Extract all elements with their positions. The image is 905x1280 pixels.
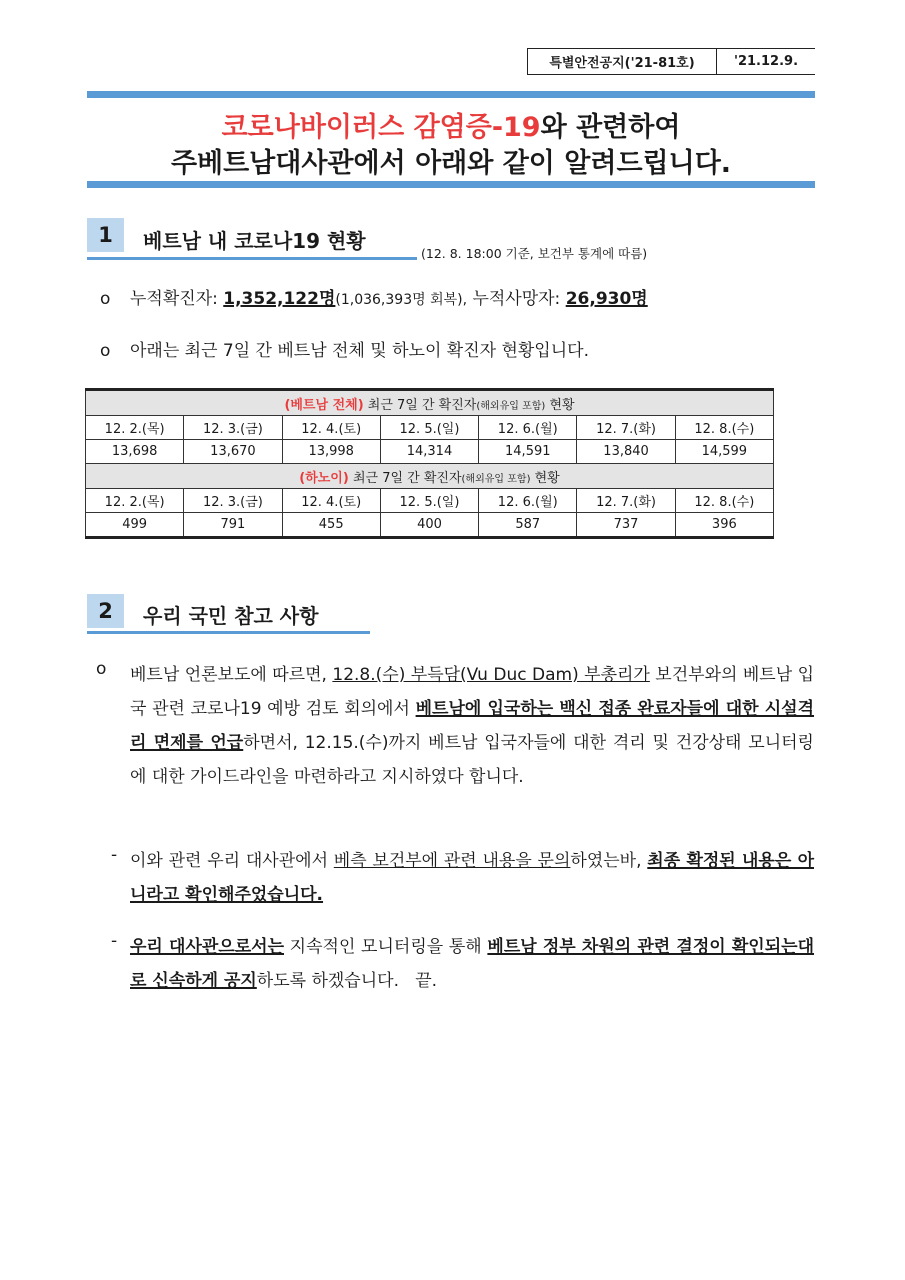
bullet-mark: o xyxy=(96,659,107,679)
table-header-cell: 12. 6.(월) xyxy=(479,489,577,513)
table-cell: 14,599 xyxy=(675,440,773,464)
table-header-cell: 12. 7.(화) xyxy=(577,416,675,440)
section2-number: 2 xyxy=(87,594,124,628)
title-rest-text: 와 관련하여 xyxy=(540,112,681,143)
table-cell: 13,840 xyxy=(577,440,675,464)
cumulative-value: 1,352,122명 xyxy=(223,289,336,309)
table-cell: 13,698 xyxy=(86,440,184,464)
bullet-mark: o xyxy=(100,289,111,309)
deaths-label: 누적사망자: xyxy=(467,289,566,309)
table-cell: 13,998 xyxy=(282,440,380,464)
page-title-line1 xyxy=(87,110,815,146)
table-header-row xyxy=(86,416,774,440)
covid-table xyxy=(85,388,774,539)
table-intro-text: 아래는 최근 7일 간 베트남 전체 및 하노이 확진자 현황입니다. xyxy=(130,341,589,361)
section1-title: 베트남 내 코로나19 현황 xyxy=(143,229,366,253)
table-header-cell: 12. 8.(수) xyxy=(675,416,773,440)
table-header-cell: 12. 5.(일) xyxy=(380,416,478,440)
table-header-cell: 12. 2.(목) xyxy=(86,416,184,440)
section2-underline xyxy=(87,631,370,634)
section2-title: 우리 국민 참고 사항 xyxy=(143,604,319,628)
cumulative-label: 누적확진자: xyxy=(130,289,224,309)
end-mark: 끝. xyxy=(415,971,438,991)
table-cell: 400 xyxy=(380,513,478,538)
table-intro xyxy=(100,338,589,364)
notice-date: '21.12.9. xyxy=(717,48,815,75)
table-cell: 396 xyxy=(675,513,773,538)
table-caption-row xyxy=(86,390,774,416)
table-value-row xyxy=(86,440,774,464)
dash-mark: - xyxy=(111,845,118,865)
table-cell: 14,314 xyxy=(380,440,478,464)
table-caption: (베트남 전체) 최근 7일 간 확진자(해외유입 포함) 현황 xyxy=(86,390,774,416)
title-bottom-bar xyxy=(87,181,815,188)
table-header-cell: 12. 8.(수) xyxy=(675,489,773,513)
table-header-cell: 12. 6.(월) xyxy=(479,416,577,440)
table-cell: 499 xyxy=(86,513,184,538)
table-header-cell: 12. 7.(화) xyxy=(577,489,675,513)
table-cell: 13,670 xyxy=(184,440,282,464)
notice-number: 특별안전공지('21-81호) xyxy=(527,48,717,75)
title-top-bar xyxy=(87,91,815,98)
section2-paragraph1: 베트남 언론보도에 따르면, 12.8.(수) 부득담(Vu Duc Dam) 부총리가 보건부와의 베트남 입국 관련 코로나19 예방 검토 회의에서 베트남에 입국하는 백신 접종 완료자들에 대한 시설격리 면제를 언급하면서, 12.15.(수)까지 베트남 입국자들에 대한 격리 및 건강상태 모니터링에 대한 가이드라인을 마련하라고 지시하였다 합니다. xyxy=(130,665,815,787)
deaths-value: 26,930명 xyxy=(565,289,648,309)
table-cell: 737 xyxy=(577,513,675,538)
table-value-row xyxy=(86,513,774,538)
section2-paragraph3: 우리 대사관으로서는 지속적인 모니터링을 통해 베트남 정부 차원의 관련 결정이 확인되는대로 신속하게 공지하도록 하겠습니다. 끝. xyxy=(130,937,814,991)
table-header-cell: 12. 5.(일) xyxy=(380,489,478,513)
cumulative-stats xyxy=(100,286,648,313)
table-header-row xyxy=(86,489,774,513)
bullet-mark: o xyxy=(100,341,111,361)
table-header-cell: 12. 2.(목) xyxy=(86,489,184,513)
table-header-cell: 12. 3.(금) xyxy=(184,489,282,513)
recovered-value: (1,036,393명 회복), xyxy=(335,292,468,308)
table-header-cell: 12. 4.(토) xyxy=(282,416,380,440)
table-header-cell: 12. 4.(토) xyxy=(282,489,380,513)
table-cell: 455 xyxy=(282,513,380,538)
notice-header xyxy=(527,48,815,75)
page-title-line2: 주베트남대사관에서 아래와 같이 알려드립니다. xyxy=(170,148,732,179)
dash-mark: - xyxy=(111,931,118,951)
table-header-cell: 12. 3.(금) xyxy=(184,416,282,440)
table-cell: 791 xyxy=(184,513,282,538)
table-cell: 14,591 xyxy=(479,440,577,464)
table-cell: 587 xyxy=(479,513,577,538)
section2-paragraph2: 이와 관련 우리 대사관에서 베측 보건부에 관련 내용을 문의하였는바, 최종 확정된 내용은 아니라고 확인해주었습니다. xyxy=(130,851,814,905)
table-caption: (하노이) 최근 7일 간 확진자(해외유입 포함) 현황 xyxy=(86,464,774,489)
section1-underline xyxy=(87,257,417,260)
title-red-text: 코로나바이러스 감염증-19 xyxy=(221,112,541,143)
section1-note: (12. 8. 18:00 기준, 보건부 통계에 따름) xyxy=(421,246,648,261)
table-caption-row xyxy=(86,464,774,489)
section1-number: 1 xyxy=(87,218,124,252)
